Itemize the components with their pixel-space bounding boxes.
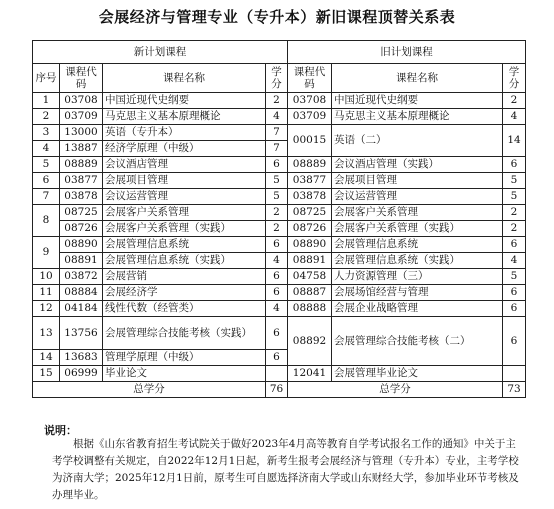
col-header-old-name: 课程名称 xyxy=(332,64,503,93)
table-row xyxy=(33,173,526,189)
old-name-cell: 会展企业战略管理 xyxy=(332,301,503,317)
old-credit-cell: 6 xyxy=(503,237,526,253)
seq-cell: 13 xyxy=(33,317,60,350)
new-name-cell: 会展营销 xyxy=(103,269,266,285)
new-name-cell: 中国近现代史纲要 xyxy=(103,93,266,109)
new-code-cell: 08884 xyxy=(60,285,103,301)
old-name-cell: 会议酒店管理（实践） xyxy=(332,157,503,173)
old-credit-cell: 6 xyxy=(503,157,526,173)
old-name-cell: 会展客户关系管理 xyxy=(332,205,503,221)
old-credit-cell: 6 xyxy=(503,285,526,301)
table-row xyxy=(33,93,526,109)
seq-cell: 7 xyxy=(33,189,60,205)
new-code-cell: 03872 xyxy=(60,269,103,285)
new-code-cell: 08725 xyxy=(60,205,103,221)
new-credit-cell: 7 xyxy=(266,125,288,141)
old-credit-cell: 5 xyxy=(503,189,526,205)
old-name-cell: 英语（二） xyxy=(332,125,503,157)
seq-cell: 14 xyxy=(33,350,60,366)
seq-cell: 15 xyxy=(33,366,60,382)
new-code-cell: 03878 xyxy=(60,189,103,205)
new-name-cell: 会展客户关系管理（实践） xyxy=(103,221,266,237)
new-name-cell: 会展管理信息系统 xyxy=(103,237,266,253)
new-code-cell: 13756 xyxy=(60,317,103,350)
new-code-cell: 03709 xyxy=(60,109,103,125)
old-code-cell: 08887 xyxy=(288,285,332,301)
seq-cell: 10 xyxy=(33,269,60,285)
new-code-cell: 04184 xyxy=(60,301,103,317)
old-code-cell: 00015 xyxy=(288,125,332,157)
new-name-cell: 经济学原理（中级） xyxy=(103,141,266,157)
new-credit-cell: 5 xyxy=(266,173,288,189)
old-code-cell: 03708 xyxy=(288,93,332,109)
old-credit-cell: 6 xyxy=(503,301,526,317)
old-code-cell: 08892 xyxy=(288,317,332,366)
new-code-cell: 08889 xyxy=(60,157,103,173)
old-name-cell: 会展管理毕业论文 xyxy=(332,366,503,382)
old-credit-cell: 5 xyxy=(503,173,526,189)
old-code-cell: 08726 xyxy=(288,221,332,237)
new-code-cell: 03877 xyxy=(60,173,103,189)
new-name-cell: 会展管理综合技能考核（实践） xyxy=(103,317,266,350)
new-name-cell: 会展客户关系管理 xyxy=(103,205,266,221)
old-code-cell: 08890 xyxy=(288,237,332,253)
old-code-cell: 12041 xyxy=(288,366,332,382)
seq-cell: 1 xyxy=(33,93,60,109)
new-credit-cell: 6 xyxy=(266,285,288,301)
old-name-cell: 会展客户关系管理（实践） xyxy=(332,221,503,237)
table-row xyxy=(33,301,526,317)
table-row xyxy=(33,221,526,237)
new-name-cell: 马克思主义基本原理概论 xyxy=(103,109,266,125)
old-name-cell: 会展项目管理 xyxy=(332,173,503,189)
note-label: 说明： xyxy=(44,424,77,437)
new-credit-cell: 5 xyxy=(266,189,288,205)
new-credit-cell: 7 xyxy=(266,141,288,157)
table-row xyxy=(33,189,526,205)
table-row xyxy=(33,125,526,141)
old-code-cell: 03877 xyxy=(288,173,332,189)
table-row xyxy=(33,317,526,350)
new-credit-cell: 6 xyxy=(266,157,288,173)
old-credit-cell: 2 xyxy=(503,205,526,221)
new-credit-cell: 4 xyxy=(266,109,288,125)
old-credit-cell: 2 xyxy=(503,93,526,109)
old-code-cell: 04758 xyxy=(288,269,332,285)
new-name-cell: 管理学原理（中级） xyxy=(103,350,266,366)
old-name-cell: 会议运营管理 xyxy=(332,189,503,205)
table-row xyxy=(33,285,526,301)
old-name-cell: 会展场馆经营与管理 xyxy=(332,285,503,301)
col-header-old-code: 课程代码 xyxy=(288,64,332,93)
page-title: 会展经济与管理专业（专升本）新旧课程顶替关系表 xyxy=(98,8,456,26)
col-header-new-code: 课程代码 xyxy=(60,64,103,93)
seq-cell: 11 xyxy=(33,285,60,301)
new-name-cell: 会展管理信息系统（实践） xyxy=(103,253,266,269)
new-code-cell: 06999 xyxy=(60,366,103,382)
new-credit-cell: 6 xyxy=(266,269,288,285)
seq-cell: 6 xyxy=(33,173,60,189)
seq-cell: 4 xyxy=(33,141,60,157)
seq-cell: 8 xyxy=(33,205,60,237)
total-row xyxy=(33,382,526,398)
old-name-cell: 会展管理信息系统（实践） xyxy=(332,253,503,269)
new-credit-cell: 6 xyxy=(266,350,288,366)
new-credit-cell: 6 xyxy=(266,317,288,350)
total-label-old: 总学分 xyxy=(288,382,503,398)
old-name-cell: 中国近现代史纲要 xyxy=(332,93,503,109)
seq-cell: 9 xyxy=(33,237,60,269)
old-code-cell: 03709 xyxy=(288,109,332,125)
new-name-cell: 会展经济学 xyxy=(103,285,266,301)
new-code-cell: 03708 xyxy=(60,93,103,109)
old-name-cell: 马克思主义基本原理概论 xyxy=(332,109,503,125)
total-credit-old: 73 xyxy=(503,382,526,398)
seq-cell: 5 xyxy=(33,157,60,173)
old-credit-cell: 14 xyxy=(503,125,526,157)
old-credit-cell: 5 xyxy=(503,269,526,285)
old-credit-cell: 4 xyxy=(503,109,526,125)
new-credit-cell: 2 xyxy=(266,205,288,221)
new-plan-header: 新计划课程 xyxy=(33,41,288,64)
table-row xyxy=(33,366,526,382)
old-code-cell: 08889 xyxy=(288,157,332,173)
course-replacement-table xyxy=(32,40,526,398)
old-credit-cell xyxy=(503,366,526,382)
seq-cell: 12 xyxy=(33,301,60,317)
new-credit-cell: 6 xyxy=(266,237,288,253)
new-name-cell: 会展项目管理 xyxy=(103,173,266,189)
total-credit-new: 76 xyxy=(266,382,288,398)
new-code-cell: 08726 xyxy=(60,221,103,237)
new-credit-cell: 2 xyxy=(266,93,288,109)
col-header-old-credit: 学分 xyxy=(503,64,526,93)
table-row xyxy=(33,205,526,221)
old-code-cell: 08888 xyxy=(288,301,332,317)
old-code-cell: 08725 xyxy=(288,205,332,221)
table-row xyxy=(33,253,526,269)
table-row xyxy=(33,157,526,173)
new-name-cell: 英语（专升本） xyxy=(103,125,266,141)
old-plan-header: 旧计划课程 xyxy=(288,41,526,64)
new-credit-cell: 4 xyxy=(266,253,288,269)
col-header-new-credit: 学分 xyxy=(266,64,288,93)
new-code-cell: 08891 xyxy=(60,253,103,269)
table-row xyxy=(33,109,526,125)
old-credit-cell: 4 xyxy=(503,253,526,269)
new-code-cell: 13683 xyxy=(60,350,103,366)
new-name-cell: 会议酒店管理 xyxy=(103,157,266,173)
col-header-seq: 序号 xyxy=(33,64,60,93)
old-name-cell: 会展管理信息系统 xyxy=(332,237,503,253)
total-label-new: 总学分 xyxy=(33,382,266,398)
old-credit-cell: 6 xyxy=(503,317,526,366)
new-name-cell: 线性代数（经管类） xyxy=(103,301,266,317)
new-name-cell: 毕业论文 xyxy=(103,366,266,382)
new-code-cell: 13887 xyxy=(60,141,103,157)
old-name-cell: 会展管理综合技能考核（二） xyxy=(332,317,503,366)
seq-cell: 2 xyxy=(33,109,60,125)
old-credit-cell: 2 xyxy=(503,221,526,237)
new-credit-cell: 4 xyxy=(266,301,288,317)
old-name-cell: 人力资源管理（三） xyxy=(332,269,503,285)
new-name-cell: 会议运营管理 xyxy=(103,189,266,205)
new-credit-cell xyxy=(266,366,288,382)
old-code-cell: 03878 xyxy=(288,189,332,205)
table-row xyxy=(33,269,526,285)
table-row xyxy=(33,237,526,253)
new-code-cell: 13000 xyxy=(60,125,103,141)
seq-cell: 3 xyxy=(33,125,60,141)
new-credit-cell: 2 xyxy=(266,221,288,237)
old-code-cell: 08891 xyxy=(288,253,332,269)
note-text: 根据《山东省教育招生考试院关于做好2023年4月高等教育自学考试报名工作的通知》中关于主考学校调整有关规定，自2022年12月1日起，新考生报考会展经济与管理（专升本）专业，主考学校为济南大学；2025年12月1日前，原考生可自愿选择济南大学或山东财经大学，参加毕业环节考核及办理毕业。 xyxy=(52,438,519,501)
col-header-new-name: 课程名称 xyxy=(103,64,266,93)
new-code-cell: 08890 xyxy=(60,237,103,253)
